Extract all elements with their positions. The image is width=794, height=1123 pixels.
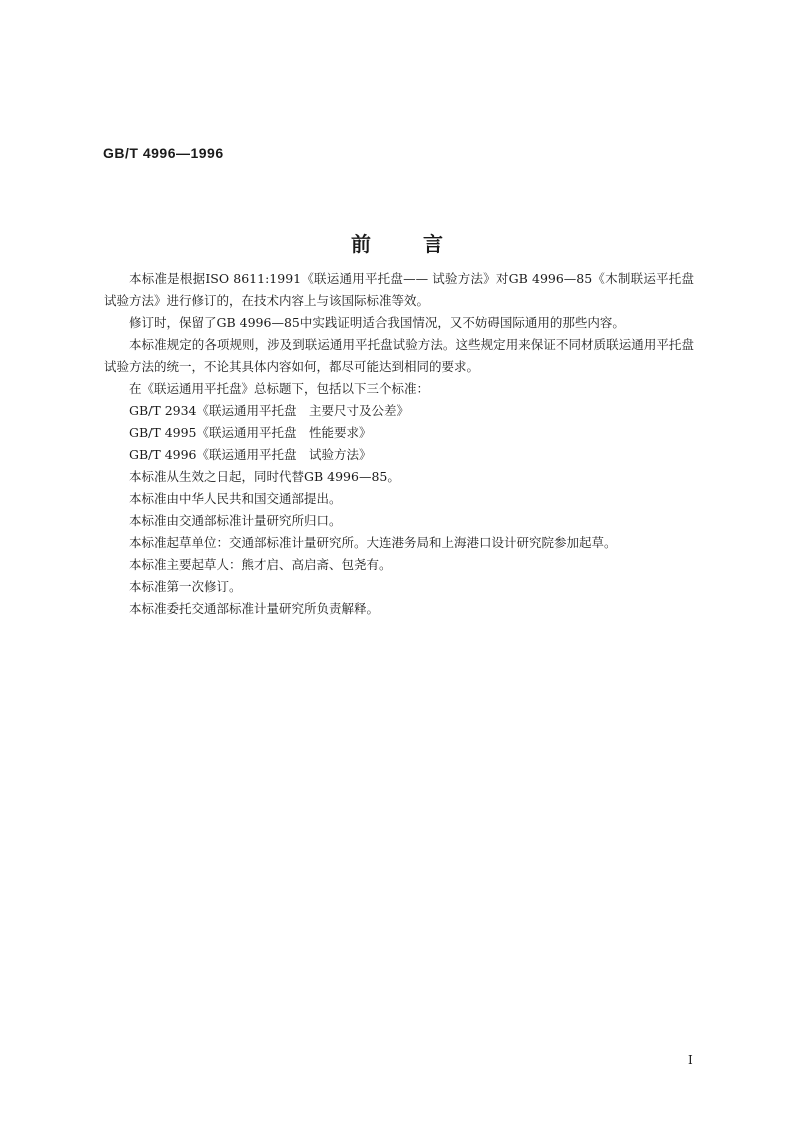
paragraph-1: 本标准是根据ISO 8611:1991《联运通用平托盘—— 试验方法》对GB 4996—85《木制联运平托盘试验方法》进行修订的，在技术内容上与该国际标准等效。 <box>104 271 694 308</box>
standard-list-item: GB/T 2934《联运通用平托盘 主要尺寸及公差》 <box>129 403 410 418</box>
page-number: I <box>688 1053 693 1067</box>
standard-list-item: GB/T 4996《联运通用平托盘 试验方法》 <box>129 447 372 462</box>
paragraph-14: 本标准委托交通部标准计量研究所负责解释。 <box>129 601 380 616</box>
paragraph-8: 本标准从生效之日起，同时代替GB 4996—85。 <box>129 469 400 484</box>
foreword-body <box>104 268 694 620</box>
standard-list-item: GB/T 4995《联运通用平托盘 性能要求》 <box>129 425 372 440</box>
standard-code-header: GB/T 4996—1996 <box>103 145 224 161</box>
paragraph-12: 本标准主要起草人：熊才启、高启斋、包尧有。 <box>129 557 392 572</box>
paragraph-3: 本标准规定的各项规则，涉及到联运通用平托盘试验方法。这些规定用来保证不同材质联运通用平托盘试验方法的统一，不论其具体内容如何，都尽可能达到相同的要求。 <box>104 337 694 374</box>
paragraph-2: 修订时，保留了GB 4996—85中实践证明适合我国情况，又不妨碍国际通用的那些内容。 <box>129 315 625 330</box>
paragraph-10: 本标准由交通部标准计量研究所归口。 <box>129 513 342 528</box>
paragraph-4: 在《联运通用平托盘》总标题下，包括以下三个标准： <box>129 381 430 396</box>
page-title: 前言 <box>351 232 495 256</box>
paragraph-13: 本标准第一次修订。 <box>129 579 242 594</box>
paragraph-9: 本标准由中华人民共和国交通部提出。 <box>129 491 342 506</box>
paragraph-11: 本标准起草单位：交通部标准计量研究所。大连港务局和上海港口设计研究院参加起草。 <box>129 535 617 550</box>
